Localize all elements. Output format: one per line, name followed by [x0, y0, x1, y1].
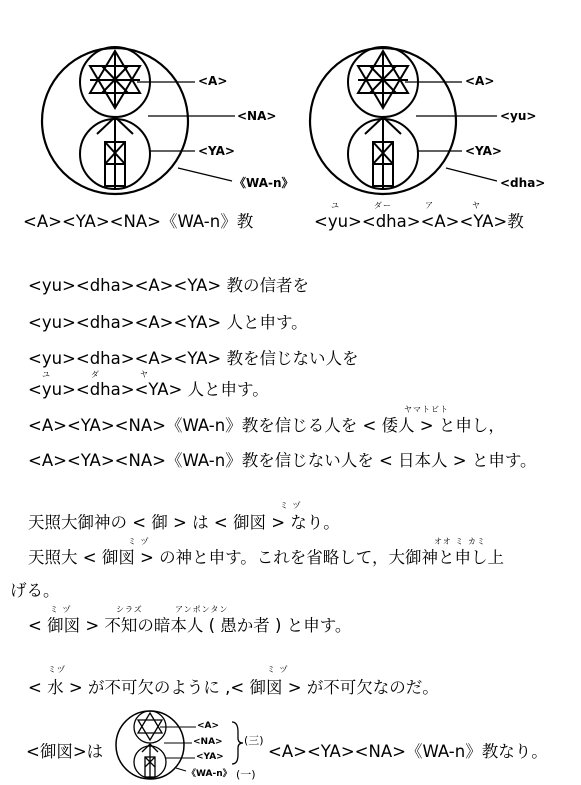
bottom-suffix: <A><YA><NA>《WA-n》教なり。	[268, 742, 548, 761]
furigana: ヤマトビト	[404, 405, 449, 414]
text-line: <yu><dha><A><YA> 教を信じない人を	[28, 349, 359, 368]
bracket-label-one: (一)	[236, 768, 256, 781]
mini-label-ya: <YA>	[196, 752, 224, 762]
furigana: ミ ヅ	[280, 501, 302, 510]
text-line: 天照大 < 御図 > の神と申す。これを省略して，大御神と申し上	[28, 548, 504, 567]
right-caption-furigana-a: ア	[425, 201, 434, 210]
bottom-prefix: <御図>は	[26, 742, 104, 761]
left-label-a: <A>	[198, 74, 228, 88]
text-line: < 御図 > 不知の暗本人 ( 愚か者 ) と申す。	[28, 616, 352, 635]
furigana: ダ	[91, 370, 100, 379]
text-line: < 水 > が不可欠のように ,< 御図 > が不可欠なのだ。	[28, 678, 439, 697]
text-line: <A><YA><NA>《WA-n》教を信じる人を < 倭人 > と申し，	[28, 416, 505, 435]
furigana: ミ ヅ	[50, 605, 72, 614]
bracket-label-three: (三)	[244, 734, 264, 747]
mini-label-wa-n: 《WA-n》	[187, 769, 232, 779]
furigana: ミヅ	[48, 665, 66, 674]
text-line: <yu><dha><YA> 人と申す。	[28, 380, 269, 399]
left-label-na: <NA>	[237, 109, 277, 123]
right-caption-furigana-yu: ユ	[331, 201, 340, 210]
right-caption-furigana-dha: ダー	[374, 201, 392, 210]
mini-label-na: <NA>	[193, 737, 223, 747]
left-diagram-caption: <A><YA><NA>《WA-n》教	[23, 212, 254, 231]
furigana: オオ ミ カミ	[434, 537, 486, 546]
right-label-ya: <YA>	[465, 144, 502, 158]
text-line: <yu><dha><A><YA> 教の信者を	[28, 276, 309, 295]
right-label-yu: <yu>	[500, 109, 537, 123]
text-line: <yu><dha><A><YA> 人と申す。	[28, 313, 308, 332]
left-label-ya: <YA>	[198, 144, 235, 158]
text-line: 天照大御神の < 御 > は < 御図 > なり。	[28, 513, 340, 532]
right-label-dha: <dha>	[500, 176, 546, 190]
furigana: ミ ヅ	[128, 537, 150, 546]
text-line: <A><YA><NA>《WA-n》教を信じない人を < 日本人 > と申す。	[28, 451, 537, 470]
furigana: ミ ヅ	[267, 665, 289, 674]
text-line: げる。	[10, 581, 60, 600]
left-label-wa-n: 《WA-n》	[234, 176, 294, 190]
furigana: ユ	[42, 370, 51, 379]
right-caption-furigana-ya: ヤ	[472, 201, 481, 210]
furigana: シラズ	[116, 605, 143, 614]
right-diagram-caption: <yu><dha><A><YA>教	[314, 212, 524, 231]
furigana: ヤ	[140, 370, 149, 379]
furigana: アンポンタン	[175, 605, 229, 614]
mini-label-a: <A>	[197, 721, 220, 731]
right-label-a: <A>	[465, 74, 495, 88]
